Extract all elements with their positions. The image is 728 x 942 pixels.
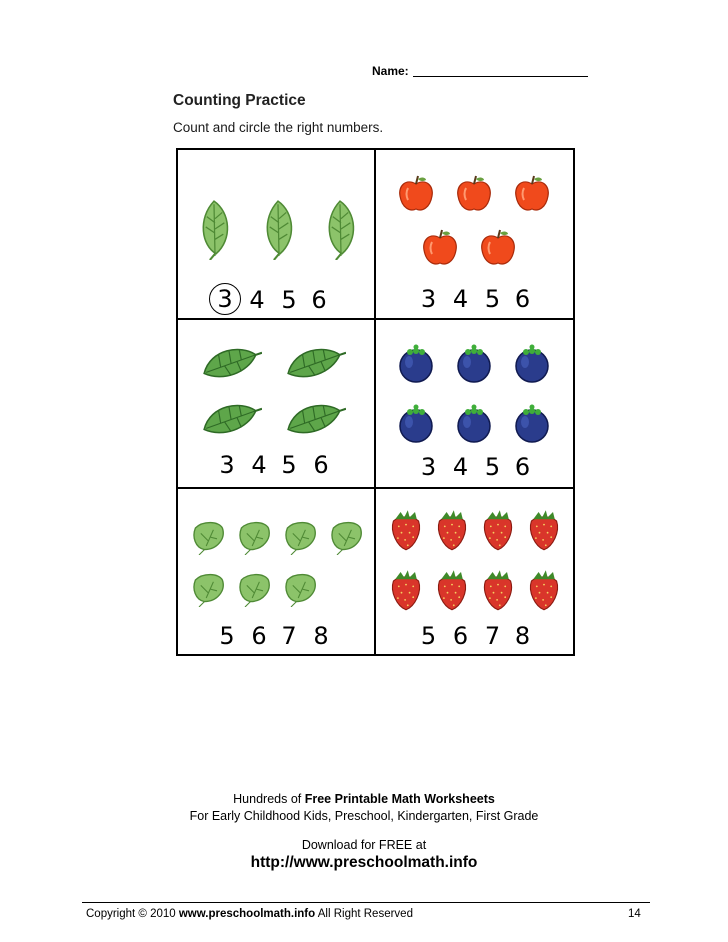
number-choice[interactable]: 6 (251, 622, 267, 650)
copyright-suffix: All Right Reserved (315, 908, 413, 920)
number-choice[interactable]: 3 (420, 285, 437, 313)
blueberry-icon (512, 404, 552, 449)
number-choice[interactable]: 5 (484, 285, 501, 313)
footer-audience-line: For Early Childhood Kids, Preschool, Kindergarten, First Grade (189, 809, 539, 823)
number-choice[interactable]: 5 (281, 286, 297, 314)
name-label: Name: (372, 64, 409, 78)
leaf-sideways-icon (200, 396, 262, 443)
number-choice[interactable]: 5 (484, 453, 501, 481)
counting-cell-apples (376, 150, 574, 320)
number-choice[interactable]: 6 (311, 286, 327, 314)
worksheet-instructions: Count and circle the right numbers. (173, 120, 384, 135)
number-choice[interactable]: 4 (452, 285, 469, 313)
strawberry-icon (388, 507, 424, 558)
number-choice[interactable]: 7 (281, 622, 297, 650)
name-field[interactable] (372, 64, 588, 78)
leaf-sideways-icon (284, 340, 346, 387)
circled-number-choice[interactable]: 3 (209, 283, 241, 315)
green-leaf-icon (328, 519, 364, 560)
number-choice[interactable]: 4 (249, 286, 265, 314)
footer-divider (82, 902, 650, 903)
apple-icon (512, 174, 552, 219)
counting-cell-leaves-upright (178, 150, 376, 320)
leaf-sideways-icon (284, 396, 346, 443)
counting-grid (176, 148, 575, 656)
number-choice[interactable]: 6 (452, 622, 469, 650)
number-choice[interactable]: 3 (219, 451, 235, 479)
strawberry-icon (434, 567, 470, 618)
blueberry-icon (454, 404, 494, 449)
leaf-upright-icon (192, 198, 236, 265)
number-choice[interactable]: 5 (420, 622, 437, 650)
number-choice[interactable]: 6 (514, 285, 531, 313)
strawberry-icon (526, 507, 562, 558)
copyright-text (86, 908, 413, 920)
number-choice[interactable]: 6 (313, 451, 329, 479)
strawberry-icon (480, 507, 516, 558)
green-leaf-icon (282, 571, 318, 612)
counting-cell-green-leaves (178, 489, 376, 654)
apple-icon (396, 174, 436, 219)
counting-cell-leaves-sideways (178, 320, 376, 489)
apple-icon (420, 228, 460, 273)
green-leaf-icon (190, 571, 226, 612)
apple-icon (478, 228, 518, 273)
footer-promo-bold: Free Printable Math Worksheets (304, 792, 495, 806)
green-leaf-icon (190, 519, 226, 560)
page-number: 14 (628, 908, 641, 920)
copyright-prefix: Copyright © 2010 (86, 908, 179, 920)
copyright-site-link[interactable]: www.preschoolmath.info (178, 908, 316, 920)
green-leaf-icon (282, 519, 318, 560)
blueberry-icon (396, 344, 436, 389)
strawberry-icon (388, 567, 424, 618)
green-leaf-icon (236, 519, 272, 560)
number-choice[interactable]: 5 (281, 451, 297, 479)
blueberry-icon (512, 344, 552, 389)
apple-icon (454, 174, 494, 219)
number-choice[interactable]: 6 (514, 453, 531, 481)
blueberry-icon (454, 344, 494, 389)
footer-download-line: Download for FREE at (301, 838, 427, 852)
number-choice[interactable]: 8 (313, 622, 329, 650)
blueberry-icon (396, 404, 436, 449)
number-choice[interactable]: 7 (484, 622, 501, 650)
counting-cell-blueberries (376, 320, 574, 489)
leaf-upright-icon (256, 198, 300, 265)
strawberry-icon (434, 507, 470, 558)
strawberry-icon (480, 567, 516, 618)
number-choice[interactable]: 4 (251, 451, 267, 479)
number-choice[interactable]: 4 (452, 453, 469, 481)
worksheet-title: Counting Practice (173, 92, 306, 109)
strawberry-icon (526, 567, 562, 618)
leaf-sideways-icon (200, 340, 262, 387)
number-choice[interactable]: 3 (420, 453, 437, 481)
footer-url-link[interactable]: http://www.preschoolmath.info (250, 854, 478, 871)
counting-cell-strawberries (376, 489, 574, 654)
name-blank-line[interactable] (413, 76, 588, 77)
number-choice[interactable]: 5 (219, 622, 235, 650)
number-choice[interactable]: 8 (514, 622, 531, 650)
footer-promo-line (0, 792, 728, 806)
leaf-upright-icon (318, 198, 362, 265)
footer-promo-prefix: Hundreds of (233, 792, 305, 806)
green-leaf-icon (236, 571, 272, 612)
